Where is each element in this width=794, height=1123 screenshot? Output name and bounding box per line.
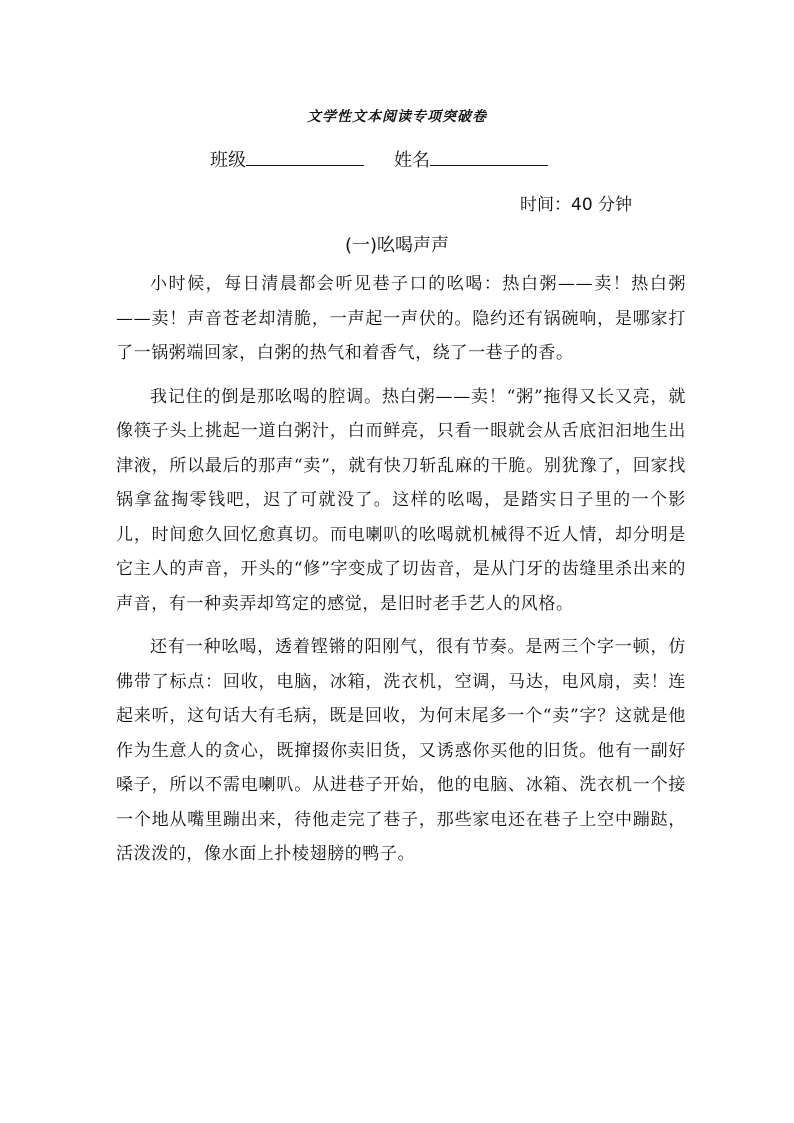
paragraph-2: 我记住的倒是那吆喝的腔调。热白粥——卖！“粥”拖得又长又亮，就像筷子头上挑起一道白粥汁，白而鲜亮，只看一眼就会从舌底汩汩地生出津液，所以最后的那声“卖”，就有快刀斩乱麻的干脆。别犹豫了，回家找锅拿盆掏零钱吧，迟了可就没了。这样的吆喝，是踏实日子里的一个影儿，时间愈久回忆愈真切。而电喇叭的吆喝就机械得不近人情，却分明是它主人的声音，开头的“修”字变成了切齿音，是从门牙的齿缝里杀出来的声音，有一种卖弄却笃定的感觉，是旧时老手艺人的风格。 <box>116 386 686 614</box>
time-limit: 时间：40 分钟 <box>520 195 633 215</box>
paragraph-1: 小时候，每日清晨都会听见巷子口的吆喝：热白粥——卖！热白粥——卖！声音苍老却清脆，一声起一声伏的。隐约还有锅碗响，是哪家打了一锅粥端回家，白粥的热气和着香气，绕了一巷子的香。 <box>116 274 686 363</box>
article-body <box>116 267 686 881</box>
section-title: (一)吆喝声声 <box>344 235 450 256</box>
class-blank-line[interactable] <box>246 147 364 166</box>
name-blank-line[interactable] <box>430 147 548 166</box>
document-title: 文学性文本阅读专项突破卷 <box>307 109 487 125</box>
name-label: 姓名 <box>394 150 430 171</box>
class-label: 班级 <box>210 150 246 171</box>
student-info-row <box>210 146 548 172</box>
paragraph-3: 还有一种吆喝，透着铿锵的阳刚气，很有节奏。是两三个字一顿，仿佛带了标点：回收，电脑，冰箱，洗衣机，空调，马达，电风扇，卖！连起来听，这句话大有毛病，既是回收，为何末尾多一个“卖”字？这就是他作为生意人的贪心，既撺掇你卖旧货，又诱惑你买他的旧货。他有一副好嗓子，所以不需电喇叭。从进巷子开始，他的电脑、冰箱、洗衣机一个接一个地从嘴里蹦出来，待他走完了巷子，那些家电还在巷子上空中蹦跶，活泼泼的，像水面上扑棱翅膀的鸭子。 <box>116 637 686 864</box>
